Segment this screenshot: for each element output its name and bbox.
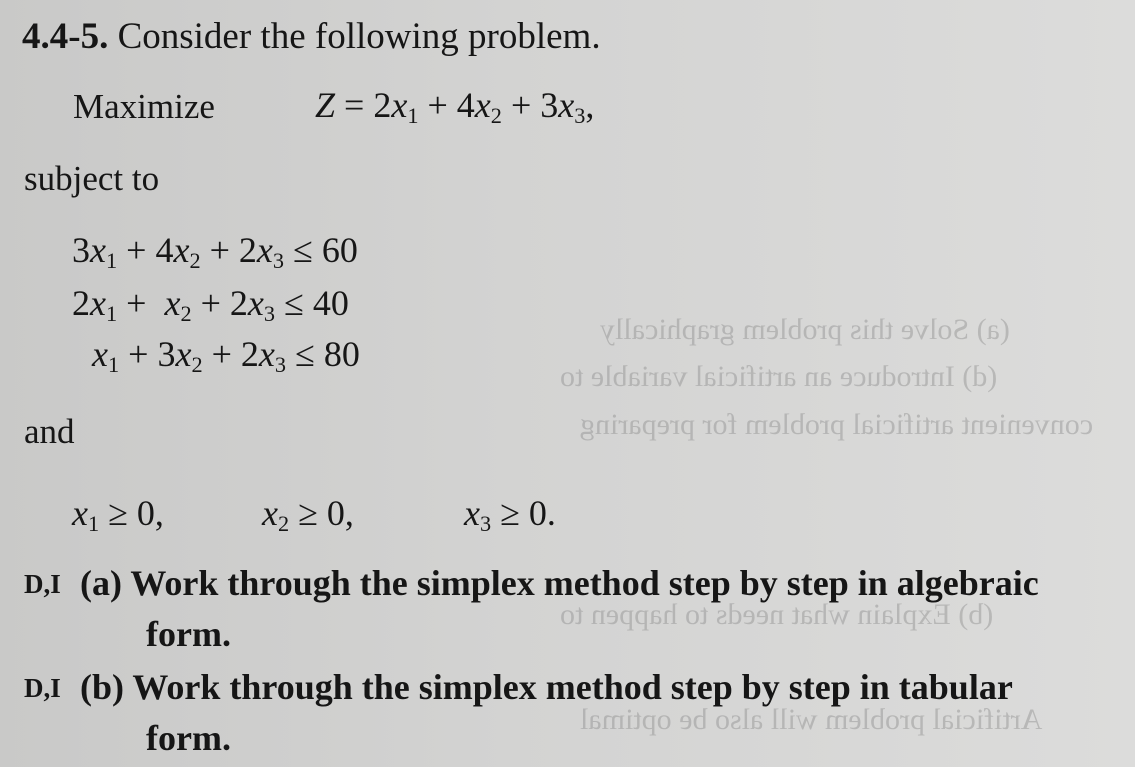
part-b-tag: D,I <box>24 673 61 703</box>
part-a-text: Work through the simplex method step by step in algebraic <box>130 563 1039 603</box>
objective-function: $Z = 2x_1 + 4x_2 + 3x_3$, <box>315 85 595 129</box>
part-a-line2: form. <box>146 614 231 654</box>
bleed-through-text: Artificial problem will also be optimal <box>580 703 1043 736</box>
objective-label: Maximize <box>73 87 215 126</box>
nonneg-x1: $x_1 \ge 0$, <box>72 493 164 537</box>
part-b-line2: form. <box>146 718 231 758</box>
part-a-label: (a) <box>80 563 122 603</box>
subject-to-label: subject to <box>24 159 160 198</box>
and-label: and <box>24 412 75 451</box>
bleed-through-text: (d) Introduce an artificial variable to <box>560 360 998 393</box>
part-b-line1 <box>80 669 1013 705</box>
problem-number: 4.4-5. <box>22 16 109 57</box>
constraint-3: $x_1 + 3x_2 + 2x_3 \le 80$ <box>92 334 360 378</box>
problem-title: Consider the following problem. <box>117 16 601 57</box>
constraint-1: $3x_1 + 4x_2 + 2x_3 \le 60$ <box>72 230 358 274</box>
part-b-text: Work through the simplex method step by step in tabular <box>132 667 1013 707</box>
nonneg-x3: $x_3 \ge 0$. <box>464 493 556 537</box>
bleed-through-text: convenient artificial problem for preparing <box>580 408 1094 441</box>
bleed-through-text: (a) Solve this problem graphically <box>600 313 1010 346</box>
constraint-2: $2x_1 + x_2 + 2x_3 \le 40$ <box>72 283 349 327</box>
part-a-tag: D,I <box>24 569 61 599</box>
part-a-line1 <box>80 565 1039 601</box>
nonneg-x2: $x_2 \ge 0$, <box>262 493 354 537</box>
bleed-through-text: (b) Explain what needs to happen to <box>560 598 994 631</box>
problem-heading <box>22 18 601 55</box>
part-b-label: (b) <box>80 667 124 707</box>
